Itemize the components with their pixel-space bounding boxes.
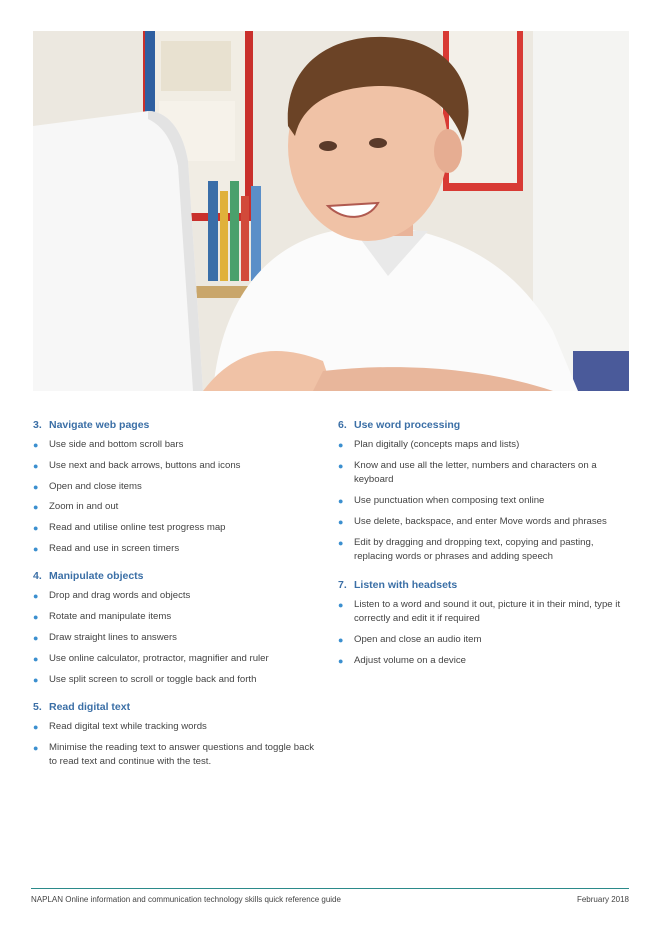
list-item [33,673,323,688]
list-item-text: Use split screen to scroll or toggle back and forth [49,673,257,685]
bullet-icon: ● [338,655,344,666]
list-item-text: Draw straight lines to answers [49,632,177,644]
list-item-text: Rotate and manipulate items [49,611,172,623]
bullet-icon: ● [33,674,39,685]
bullet-list [338,438,630,565]
section-use-word-processing [338,418,630,565]
list-item [338,515,630,530]
bullet-icon: ● [33,440,39,450]
footer-date: February 2018 [576,895,629,904]
bullet-icon: ● [33,653,39,664]
section-number: 5. [33,701,42,714]
section-title: Listen with headsets [354,578,458,591]
bullet-icon: ● [33,543,39,554]
footer-title: NAPLAN Online information and communication technology skills quick reference guide [31,895,341,904]
section-title: Navigate web pages [49,419,150,431]
list-item [338,654,630,669]
section-read-digital-text [33,700,323,770]
list-item [33,521,323,536]
section-title: Read digital text [49,701,131,714]
list-item-text: Read and use in screen timers [49,542,180,554]
bullet-icon: ● [338,537,344,548]
bullet-icon: ● [33,742,39,753]
section-heading [338,578,630,592]
list-item-text: Read digital text while tracking words [49,721,207,733]
section-heading [338,418,630,432]
bullet-list [33,720,323,770]
list-item-text: Listen to a word and sound it out, picture it in their mind, type it correctly and edit it if required [354,598,621,625]
section-heading [33,569,323,583]
section-title: Use word processing [354,419,461,431]
list-item-text: Read and utilise online test progress map [49,522,226,534]
list-item-text: Edit by dragging and dropping text, copying and pasting, replacing words or phrases and adding speech [354,536,594,563]
list-item [33,741,323,770]
list-item [338,633,630,648]
list-item [33,542,323,557]
section-number: 7. [338,578,347,591]
list-item [33,459,323,474]
bullet-list [33,438,323,556]
list-item-text: Drop and drag words and objects [49,590,191,602]
section-title: Manipulate objects [49,570,144,583]
list-item [33,631,323,646]
bullet-icon: ● [33,502,39,513]
bullet-icon: ● [338,516,344,527]
left-column [33,418,323,783]
list-item-text: Use side and bottom scroll bars [49,439,184,450]
list-item-text: Minimise the reading text to answer questions and toggle back to read text and continue with the test. [49,741,315,768]
student-at-laptop-illustration [33,31,629,391]
list-item [33,610,323,625]
bullet-icon: ● [338,460,344,471]
hero-photo [33,31,629,391]
list-item [33,438,323,453]
bullet-icon: ● [338,440,344,450]
list-item [33,480,323,495]
bullet-icon: ● [338,599,344,610]
footer-rule [31,888,629,889]
section-heading [33,418,323,432]
list-item-text: Open and close an audio item [354,633,482,645]
list-item-text: Know and use all the letter, numbers and characters on a keyboard [354,459,597,486]
list-item [338,494,630,509]
bullet-icon: ● [33,460,39,471]
bullet-icon: ● [338,496,344,507]
list-item [33,652,323,667]
bullet-icon: ● [33,633,39,644]
bullet-icon: ● [338,634,344,645]
section-manipulate-objects [33,569,323,687]
list-item [338,598,630,627]
list-item-text: Use online calculator, protractor, magnifier and ruler [49,652,269,664]
bullet-list [33,589,323,687]
section-number: 6. [338,419,347,431]
bullet-icon: ● [33,591,39,602]
list-item [338,459,630,488]
section-heading [33,700,323,714]
section-number: 4. [33,570,42,583]
section-number: 3. [33,419,42,431]
list-item-text: Adjust volume on a device [354,654,466,666]
list-item-text: Use next and back arrows, buttons and icons [49,459,241,471]
bullet-icon: ● [33,481,39,492]
bullet-icon: ● [33,523,39,534]
bullet-icon: ● [33,722,39,733]
list-item-text: Open and close items [49,480,142,492]
list-item-text: Use punctuation when composing text online [354,495,545,507]
list-item-text: Zoom in and out [49,501,119,513]
section-navigate-web-pages [33,418,323,556]
list-item-text: Use delete, backspace, and enter Move words and phrases [354,515,607,527]
right-column [338,418,630,681]
list-item [338,438,630,453]
list-item [338,536,630,565]
section-listen-with-headsets [338,578,630,669]
list-item [33,720,323,735]
list-item-text: Plan digitally (concepts maps and lists) [354,439,520,450]
list-item [33,500,323,515]
bullet-list [338,598,630,669]
list-item [33,589,323,604]
bullet-icon: ● [33,612,39,623]
